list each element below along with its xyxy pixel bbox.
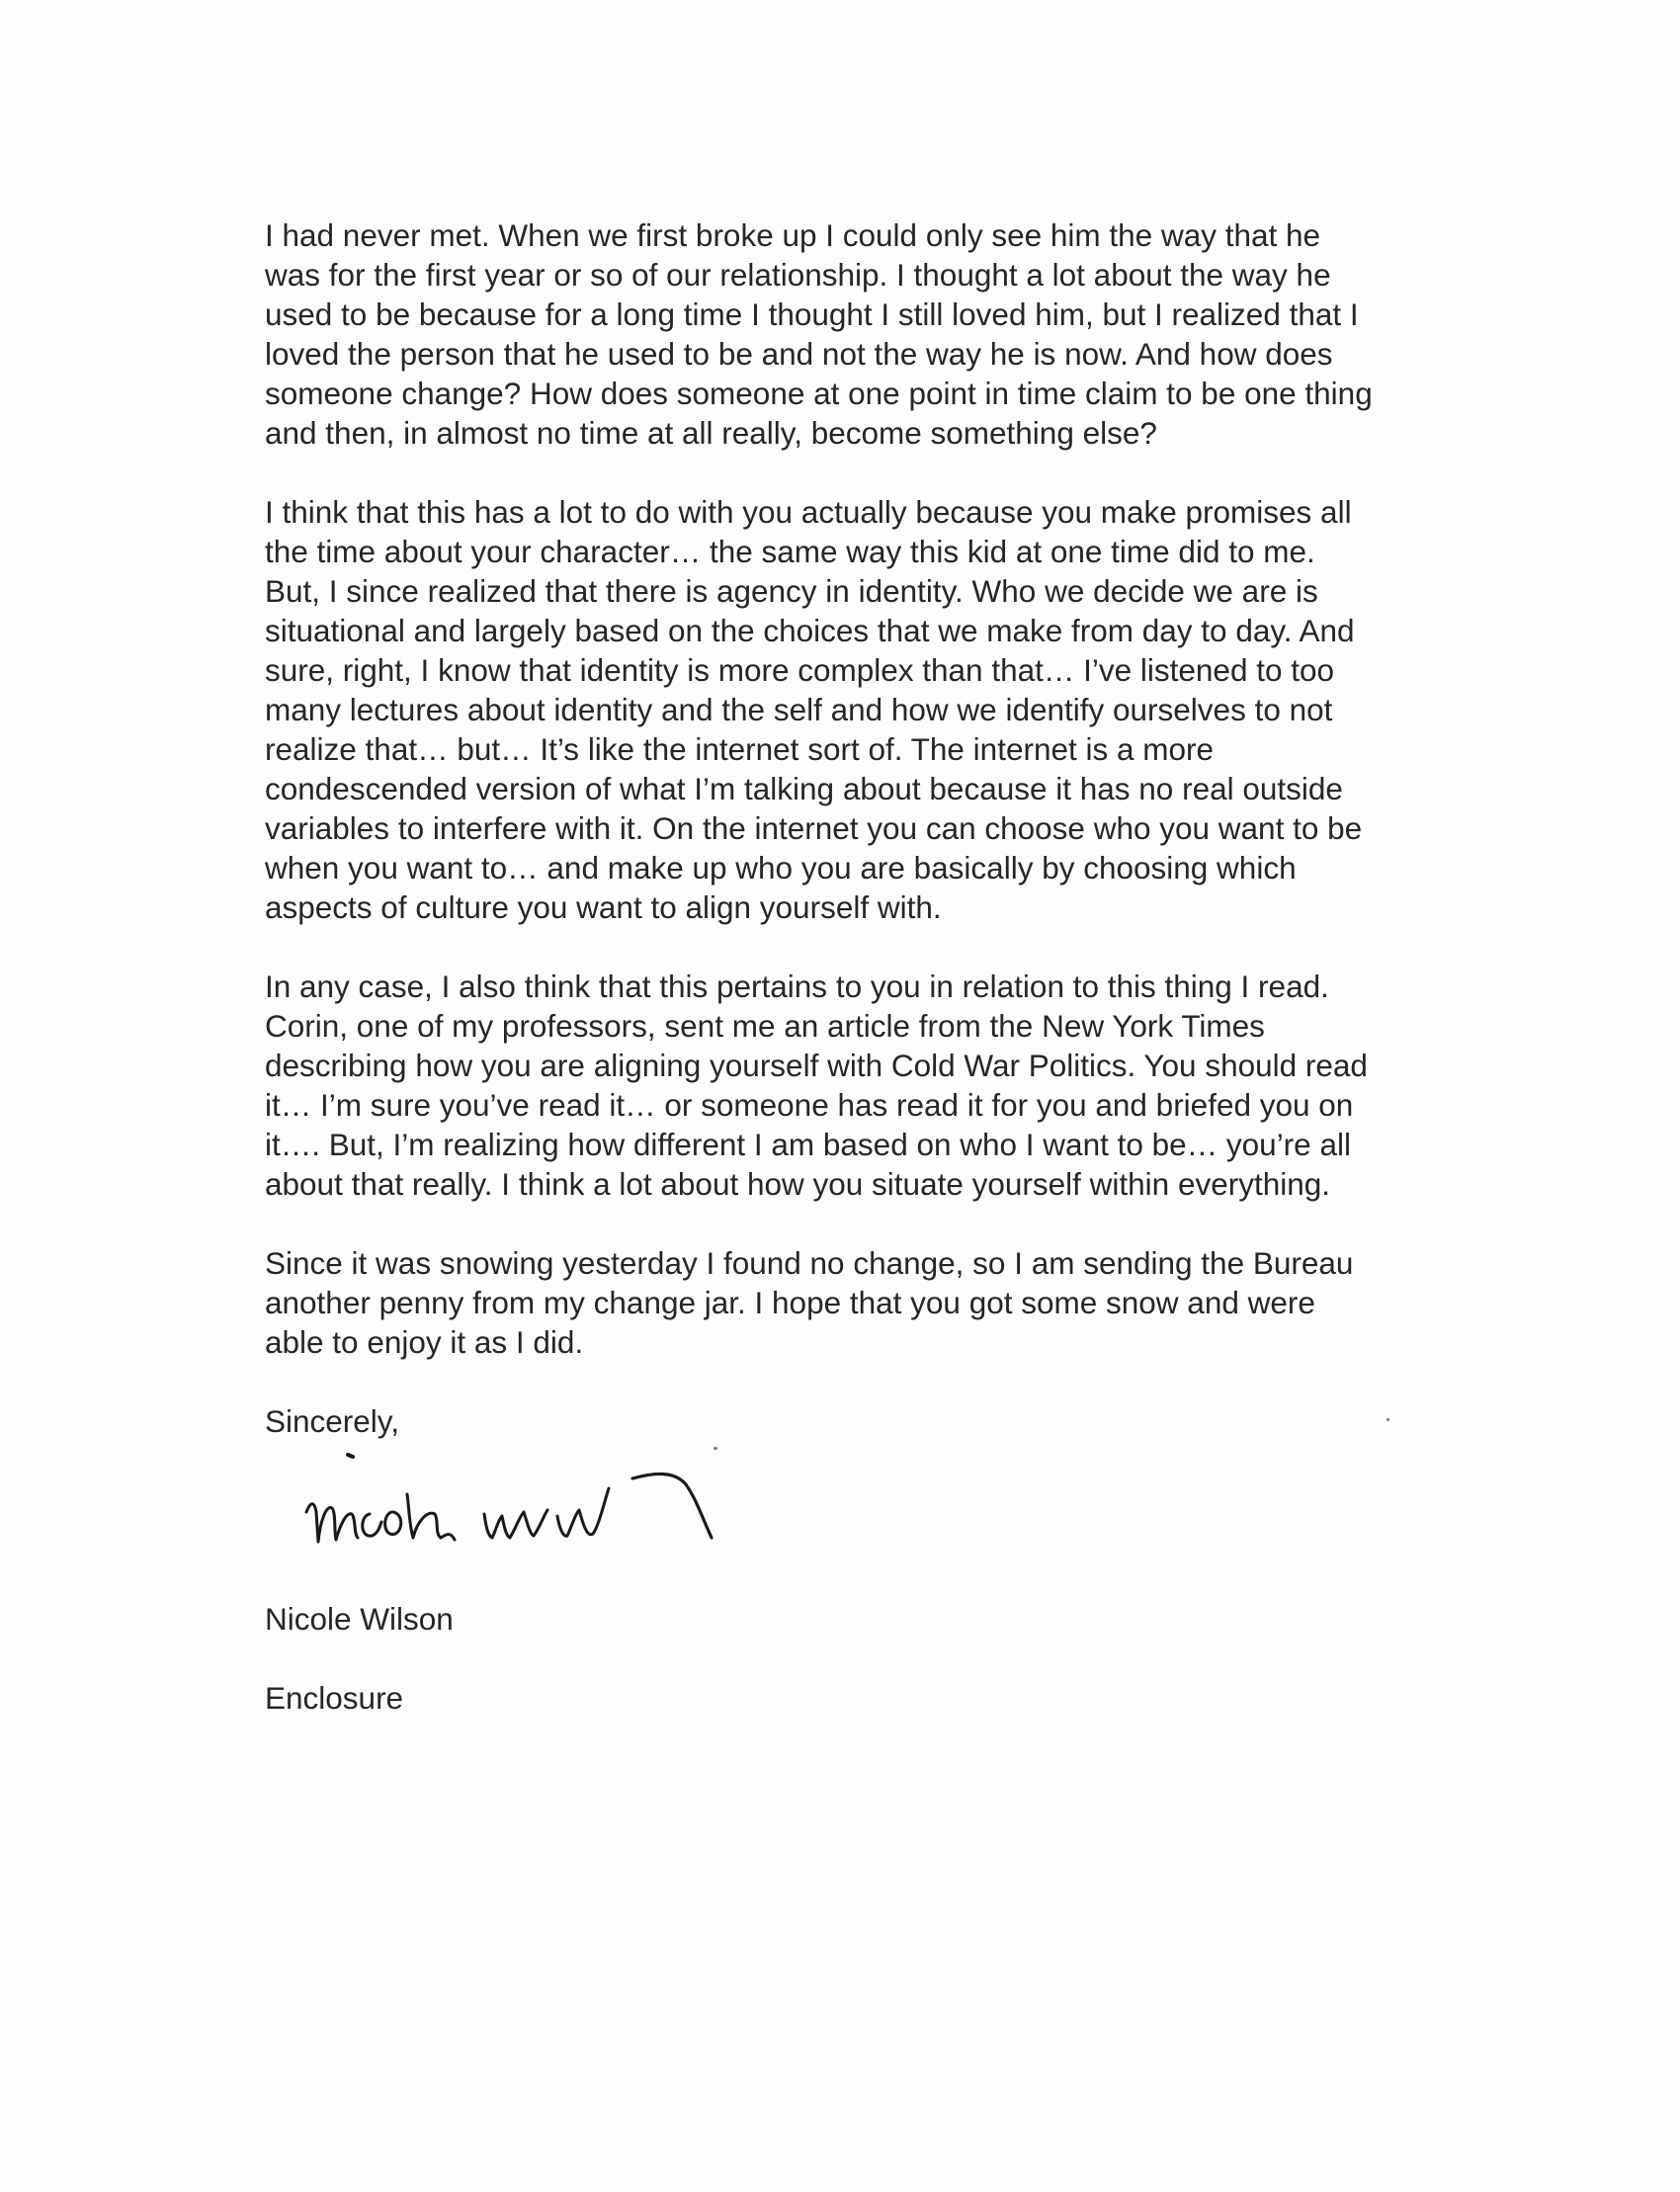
text-line: realize that… but… It’s like the internet sort of. The internet is a more: [265, 731, 1215, 767]
text-line: In any case, I also think that this pertains to you in relation to this thing I read.: [265, 969, 1329, 1004]
text-line: Corin, one of my professors, sent me an article from the New York Times: [265, 1008, 1265, 1044]
text-line: But, I since realized that there is agency in identity. Who we decide we are is: [265, 573, 1318, 609]
scan-speck: [1386, 1418, 1389, 1421]
paragraph-1: [265, 215, 1500, 453]
text-line: condescended version of what I’m talking about because it has no real outside: [265, 771, 1343, 806]
text-line: many lectures about identity and the self and how we identify ourselves to not: [265, 692, 1333, 727]
text-line: sure, right, I know that identity is more complex than that… I’ve listened to too: [265, 652, 1335, 688]
closing-salutation: Sincerely,: [265, 1403, 399, 1439]
text-line: variables to interfere with it. On the internet you can choose who you want to be: [265, 810, 1363, 846]
scan-speck: [714, 1447, 717, 1450]
text-line: situational and largely based on the choices that we make from day to day. And: [265, 613, 1355, 648]
text-line: the time about your character… the same way this kid at one time did to me.: [265, 534, 1315, 569]
text-line: describing how you are aligning yourself with Cold War Politics. You should read: [265, 1048, 1368, 1083]
text-line: it… I’m sure you’ve read it… or someone has read it for you and briefed you on: [265, 1087, 1354, 1123]
paragraph-3: [265, 967, 1500, 1204]
text-line: someone change? How does someone at one point in time claim to be one thing: [265, 376, 1373, 411]
text-line: used to be because for a long time I thought I still loved him, but I realized that I: [265, 296, 1359, 332]
signer-name: Nicole Wilson: [265, 1601, 454, 1637]
text-line: and then, in almost no time at all really, become something else?: [265, 415, 1157, 451]
paragraph-4: [265, 1243, 1500, 1362]
text-line: about that really. I think a lot about how you situate yourself within everything.: [265, 1166, 1331, 1202]
text-line: I had never met. When we first broke up I could only see him the way that he: [265, 217, 1321, 253]
enclosure-note: Enclosure: [265, 1680, 404, 1716]
text-line: I think that this has a lot to do with you actually because you make promises all: [265, 494, 1352, 530]
text-line: aspects of culture you want to align yourself with.: [265, 889, 942, 925]
text-line: was for the first year or so of our relationship. I thought a lot about the way he: [265, 257, 1331, 293]
letter-body: [265, 215, 1500, 1441]
handwritten-signature: [287, 1443, 880, 1571]
paragraph-2: [265, 492, 1500, 927]
text-line: able to enjoy it as I did.: [265, 1324, 584, 1360]
text-line: when you want to… and make up who you are basically by choosing which: [265, 850, 1297, 885]
text-line: loved the person that he used to be and not the way he is now. And how does: [265, 336, 1333, 372]
text-line: it…. But, I’m realizing how different I am based on who I want to be… you’re all: [265, 1127, 1351, 1162]
text-line: Since it was snowing yesterday I found no change, so I am sending the Bureau: [265, 1245, 1354, 1281]
text-line: another penny from my change jar. I hope that you got some snow and were: [265, 1285, 1315, 1320]
